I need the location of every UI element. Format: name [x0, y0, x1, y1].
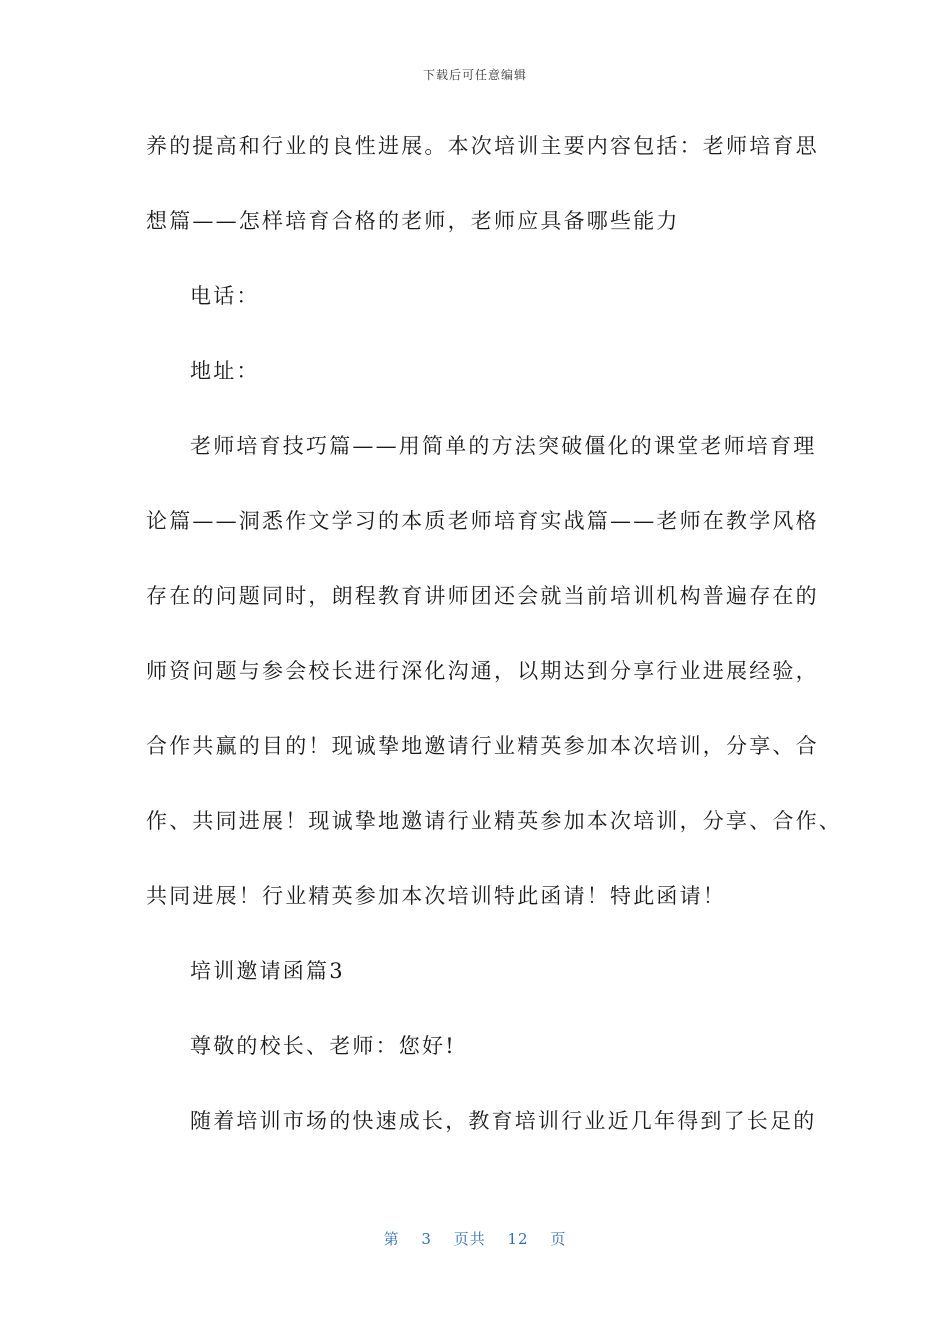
footer-label-page: 第: [383, 1230, 400, 1248]
page-header: 下载后可任意编辑: [422, 68, 527, 82]
text-line-7: 存在的问题同时，朗程教育讲师团还会就当前培训机构普遍存在的: [146, 584, 819, 608]
footer-label-end: 页: [550, 1230, 567, 1248]
phone-label: 电话：: [190, 284, 260, 308]
footer-current-page: 3: [421, 1230, 432, 1248]
text-line-1: 养的提高和行业的良性进展。本次培训主要内容包括：老师培育思: [146, 134, 819, 158]
text-line-8: 师资问题与参会校长进行深化沟通，以期达到分享行业进展经验，: [146, 659, 819, 683]
text-line-14: 随着培训市场的快速成长，教育培训行业近几年得到了长足的: [190, 1109, 817, 1133]
text-line-11: 共同进展！行业精英参加本次培训特此函请！特此函请！: [146, 884, 726, 908]
document-body: [146, 126, 842, 1176]
salutation: 尊敬的校长、老师：您好!: [190, 1034, 456, 1058]
footer-label-of: 页共: [453, 1230, 486, 1248]
text-line-2: 想篇——怎样培育合格的老师，老师应具备哪些能力: [146, 209, 680, 233]
address-label: 地址：: [190, 359, 260, 383]
text-line-6: 论篇——洞悉作文学习的本质老师培育实战篇——老师在教学风格: [146, 509, 819, 533]
footer-total-pages: 12: [507, 1230, 529, 1248]
section-heading: 培训邀请函篇3: [190, 959, 345, 983]
text-line-9: 合作共赢的目的！现诚挚地邀请行业精英参加本次培训，分享、合: [146, 734, 819, 758]
text-line-5: 老师培育技巧篇——用简单的方法突破僵化的课堂老师培育理: [190, 434, 817, 458]
page-footer: [0, 1228, 950, 1249]
text-line-10: 作、共同进展！现诚挚地邀请行业精英参加本次培训，分享、合作、: [146, 809, 842, 833]
